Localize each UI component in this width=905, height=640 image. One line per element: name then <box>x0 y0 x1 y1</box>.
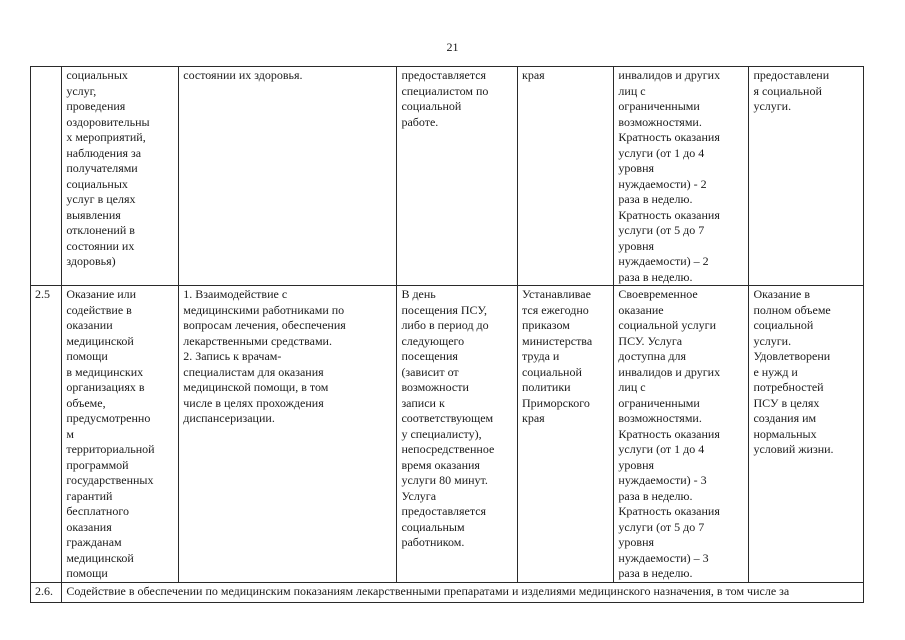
cell-service-rate: Устанавливае тся ежегодно приказом министерства труда и социальной политики Приморского края <box>517 286 613 583</box>
cell-service-rate: края <box>517 67 613 286</box>
cell-service-name-merged: Содействие в обеспечении по медицинским показаниям лекарственными препаратами и изделиями медицинского назначения, в том числе за <box>62 582 864 602</box>
cell-service-name: Оказание или содействие в оказании медицинской помощи в медицинских организациях в объеме, предусмотренно м территориальной программой государственных гарантий бесплатного оказания гражданам медицинской помощи <box>62 286 179 583</box>
cell-number: 2.5 <box>31 286 62 583</box>
page-number: 21 <box>446 40 459 54</box>
cell-service-time: предоставляется специалистом по социальной работе. <box>397 67 518 286</box>
cell-service-content: 1. Взаимодействие с медицинскими работниками по вопросам лечения, обеспечения лекарственными средствами. 2. Запись к врачам- специалистам для оказания медицинской помощи, в том числе в целях прохождения диспансеризации. <box>179 286 397 583</box>
table-row <box>31 286 864 583</box>
cell-service-name: социальных услуг, проведения оздоровительны х мероприятий, наблюдения за получателями социальных услуг в целях выявления отклонений в состоянии их здоровья) <box>62 67 179 286</box>
cell-service-conditions: Своевременное оказание социальной услуги ПСУ. Услуга доступна для инвалидов и других лиц с ограниченными возможностями. Кратность оказания услуги (от 1 до 4 уровня нуждаемости) - 3 раза в неделю. Кратность оказания услуги (от 5 до 7 уровня нуждаемости) – 3 раза в неделю. <box>614 286 749 583</box>
cell-number <box>31 67 62 286</box>
table-row <box>31 67 864 286</box>
cell-service-time: В день посещения ПСУ, либо в период до следующего посещения (зависит от возможности записи к соответствующем у специалисту), непосредственное время оказания услуги 80 минут. Услуга предоставляется социальным работником. <box>397 286 518 583</box>
services-table <box>30 66 864 603</box>
cell-service-indicators: Оказание в полном объеме социальной услуги. Удовлетворени е нужд и потребностей ПСУ в целях создания им нормальных условий жизни. <box>749 286 864 583</box>
cell-service-indicators: предоставлени я социальной услуги. <box>749 67 864 286</box>
table-row <box>31 582 864 602</box>
cell-number: 2.6. <box>31 582 62 602</box>
cell-service-content: состоянии их здоровья. <box>179 67 397 286</box>
cell-service-conditions: инвалидов и других лиц с ограниченными возможностями. Кратность оказания услуги (от 1 до 4 уровня нуждаемости) - 2 раза в неделю. Кратность оказания услуги (от 5 до 7 уровня нуждаемости) – 2 раза в неделю. <box>614 67 749 286</box>
